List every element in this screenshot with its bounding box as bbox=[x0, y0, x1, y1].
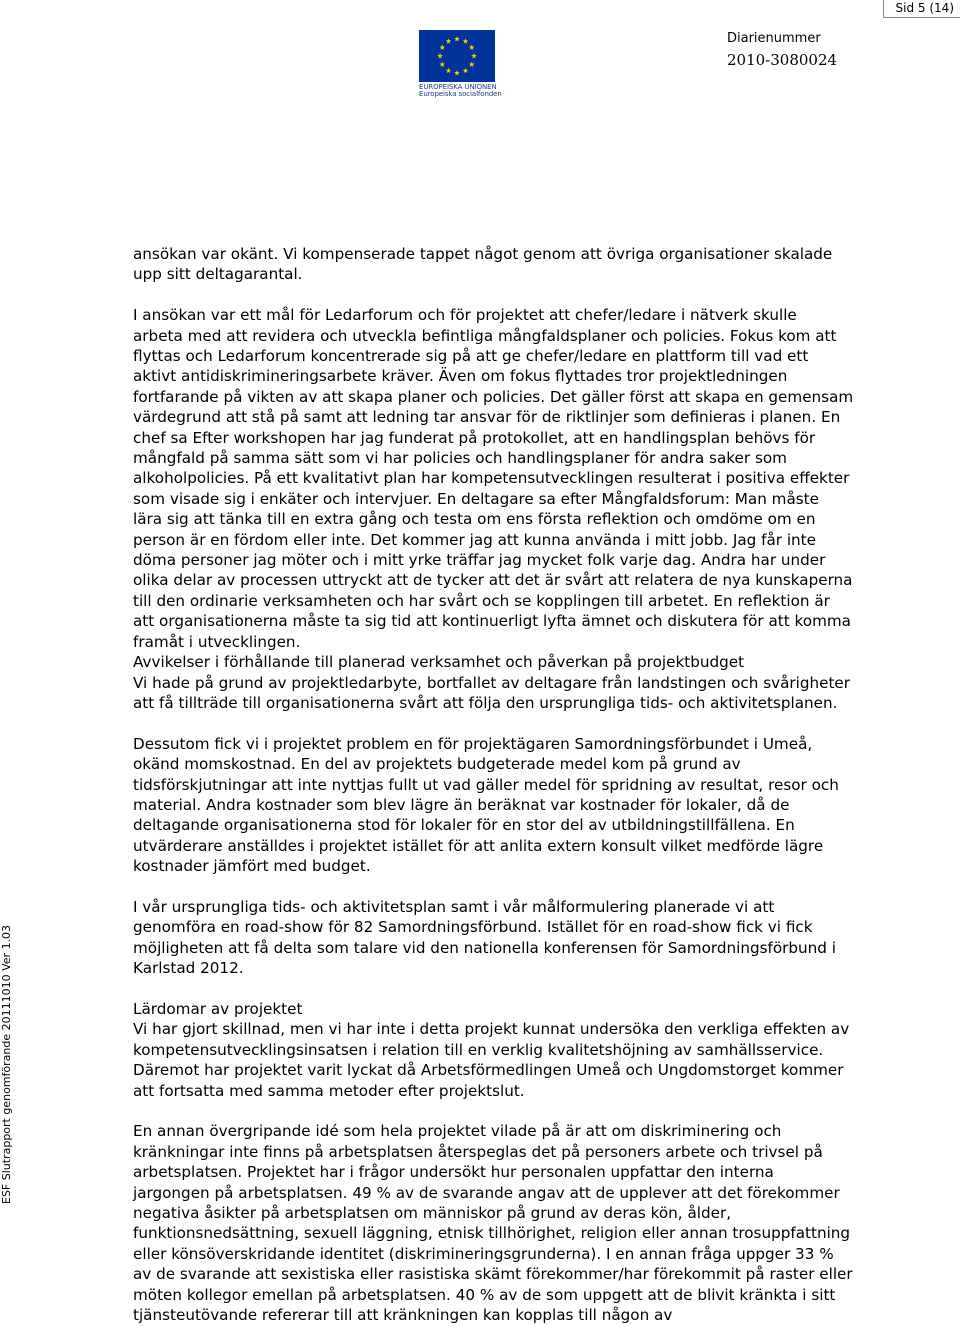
text-line: negativa åsikter på arbetsplatsen om människor på grund av deras kön, ålder, bbox=[133, 1204, 732, 1223]
page-counter: Sid 5 (14) bbox=[883, 0, 960, 18]
text-line: tidsförskjutningar att inte nyttjas fullt ut vad gäller medel för spridning av resultat, resor och bbox=[133, 775, 839, 794]
paragraph-gap bbox=[133, 713, 948, 733]
diarienummer bbox=[727, 31, 837, 70]
text-line: kompetensutvecklingsinsatsen i relation till en verklig kvalitetshöjning av samhällsservice. bbox=[133, 1040, 824, 1059]
text-line: Avvikelser i förhållande till planerad verksamhet och påverkan på projektbudget bbox=[133, 653, 745, 672]
eu-org-line2: Europeiska socialfonden bbox=[419, 90, 502, 98]
text-line: möjligheten att få delta som talare vid den nationella konferensen för Samordningsförbund i bbox=[133, 938, 836, 957]
text-line: att fortsatta med samma metoder efter projektslut. bbox=[133, 1081, 525, 1100]
text-line: chef sa Efter workshopen har jag funderat på protokollet, att en handlingsplan behövs för bbox=[133, 428, 816, 447]
side-footer-text: ESF Slutrapport genomförande 20111010 Ver 1.03 bbox=[0, 924, 13, 1204]
text-line: ansökan var okänt. Vi kompenserade tappet något genom att övriga organisationer skalade bbox=[133, 245, 833, 263]
text-line: Karlstad 2012. bbox=[133, 959, 244, 978]
text-line: mångfald på samma sätt som vi har policies och handlingsplaner för andra saker som bbox=[133, 449, 787, 468]
diarienummer-label: Diarienummer bbox=[727, 31, 821, 46]
eu-logo bbox=[419, 30, 502, 102]
text-line: fortfarande på vikten av att skapa planer och policies. Det gäller först att skapa en gemensam bbox=[133, 387, 854, 406]
text-line: Dessutom fick vi i projektet problem en för projektägaren Samordningsförbundet i Umeå, bbox=[133, 734, 813, 753]
text-line: Vi hade på grund av projektledarbyte, bortfallet av deltagare från landstingen och svårigheter bbox=[133, 673, 851, 692]
text-line: I vår ursprungliga tids- och aktivitetsplan samt i vår målformulering planerade vi att bbox=[133, 897, 775, 916]
text-line: flyttas och Ledarforum koncentrerade sig på att ge chefer/ledare en plattform till vad ett bbox=[133, 347, 809, 366]
text-line: framåt i utvecklingen. bbox=[133, 632, 301, 651]
paragraph-gap bbox=[133, 285, 948, 305]
text-line: deltagande organisationerna stod för lokaler för en stor del av utbildningstillfällena. En bbox=[133, 816, 795, 835]
text-line: genomföra en road-show för 82 Samordningsförbund. Istället för en road-show fick vi fick bbox=[133, 918, 813, 937]
text-line: av de svarande att sexistiska eller rasistiska skämt förekommer/har förekommit på raster eller bbox=[133, 1265, 853, 1284]
text-line: upp sitt deltagarantal. bbox=[133, 265, 303, 284]
text-line: okänd momskostnad. En del av projektets budgeterade medel kom på grund av bbox=[133, 755, 741, 774]
text-line: alkoholpolicies. På ett kvalitativt plan har kompetensutvecklingen resulterat i positiva effekter bbox=[133, 469, 850, 488]
text-line: arbeta med att revidera och utveckla befintliga mångfaldsplaner och policies. Fokus kom att bbox=[133, 326, 837, 345]
text-line: lära sig att tänka till en extra gång och testa om ens första reflektion och omdöme om en bbox=[133, 510, 816, 529]
text-line: till den ordinarie verksamheten och har svårt och se kopplingen till arbetet. En reflektion är bbox=[133, 591, 830, 610]
paragraph-gap bbox=[133, 979, 948, 999]
text-line: att få tillträde till organisationerna svårt att följa den ursprungliga tids- och aktivitetsplanen. bbox=[133, 693, 838, 712]
text-line: Däremot har projektet varit lyckat då Arbetsförmedlingen Umeå och Ungdomstorget kommer bbox=[133, 1061, 844, 1080]
text-line: Vi har gjort skillnad, men vi har inte i detta projekt kunnat undersöka den verkliga effekten av bbox=[133, 1020, 850, 1039]
text-line: Lärdomar av projektet bbox=[133, 999, 303, 1018]
text-line: funktionsnedsättning, sexuell läggning, etnisk tillhörighet, religion eller annan trosuppfattning bbox=[133, 1224, 851, 1243]
text-line: kränkningar inte finns på arbetsplatsen återspeglas det på personers arbete och trivsel på bbox=[133, 1142, 823, 1161]
text-line: kostnader jämfört med budget. bbox=[133, 857, 371, 876]
text-line: att organisationerna måste ta sig tid att kontinuerligt lyfta ämnet och diskutera för att komma bbox=[133, 612, 851, 631]
text-line: I ansökan var ett mål för Ledarforum och för projektet att chefer/ledare i nätverk skulle bbox=[133, 306, 797, 325]
text-line: jargongen på arbetsplatsen. 49 % av de svarande angav att de upplever att det förekommer bbox=[133, 1183, 840, 1202]
text-line: En annan övergripande idé som hela projektet vilade på är att om diskriminering och bbox=[133, 1122, 782, 1141]
eu-org-line1: EUROPEISKA UNIONEN bbox=[419, 83, 497, 91]
text-line: döma personer jag möter och i mitt yrke träffar jag mycket folk varje dag. Andra har under bbox=[133, 551, 826, 570]
document-body bbox=[133, 244, 948, 1325]
text-line: tjänsteutövande refererar till att kränkningen kan kopplas till någon av bbox=[133, 1306, 673, 1325]
text-line: eller könsöverskridande identitet (diskrimineringsgrunderna). I en annan fråga uppger 33 % bbox=[133, 1244, 834, 1263]
paragraph-gap bbox=[133, 1101, 948, 1121]
text-line: som visade sig i enkäter och intervjuer. En deltagare sa efter Mångfaldsforum: Man måste bbox=[133, 489, 819, 508]
text-line: arbetsplatsen. Projektet har i frågor undersökt hur personalen uppfattar den interna bbox=[133, 1163, 774, 1182]
text-line: aktivt antidiskrimineringsarbete kräver. Även om fokus flyttades tror projektledningen bbox=[133, 367, 788, 386]
text-line: person är en fördom eller inte. Det kommer jag att kunna använda i mitt jobb. Jag får inte bbox=[133, 530, 816, 549]
diarienummer-value: 2010-3080024 bbox=[727, 51, 838, 69]
text-line: olika delar av processen uttryckt att de tycker att det är svårt att relatera de nya kunskaperna bbox=[133, 571, 853, 590]
eu-flag-icon bbox=[419, 30, 495, 82]
text-line: material. Andra kostnader som blev lägre än beräknat var kostnader för lokaler, då de bbox=[133, 795, 790, 814]
text-line: utvärderare anställdes i projektet istället för att anlita extern konsult vilket medförde lägre bbox=[133, 836, 824, 855]
text-line: värdegrund att stå på samt att ledning tar ansvar för de riktlinjer som definieras i planen. En bbox=[133, 408, 841, 427]
paragraph-gap bbox=[133, 877, 948, 897]
text-line: möten kollegor emellan på arbetsplatsen. 40 % av de som uppgett att de blivit kränkta i sitt bbox=[133, 1285, 836, 1304]
